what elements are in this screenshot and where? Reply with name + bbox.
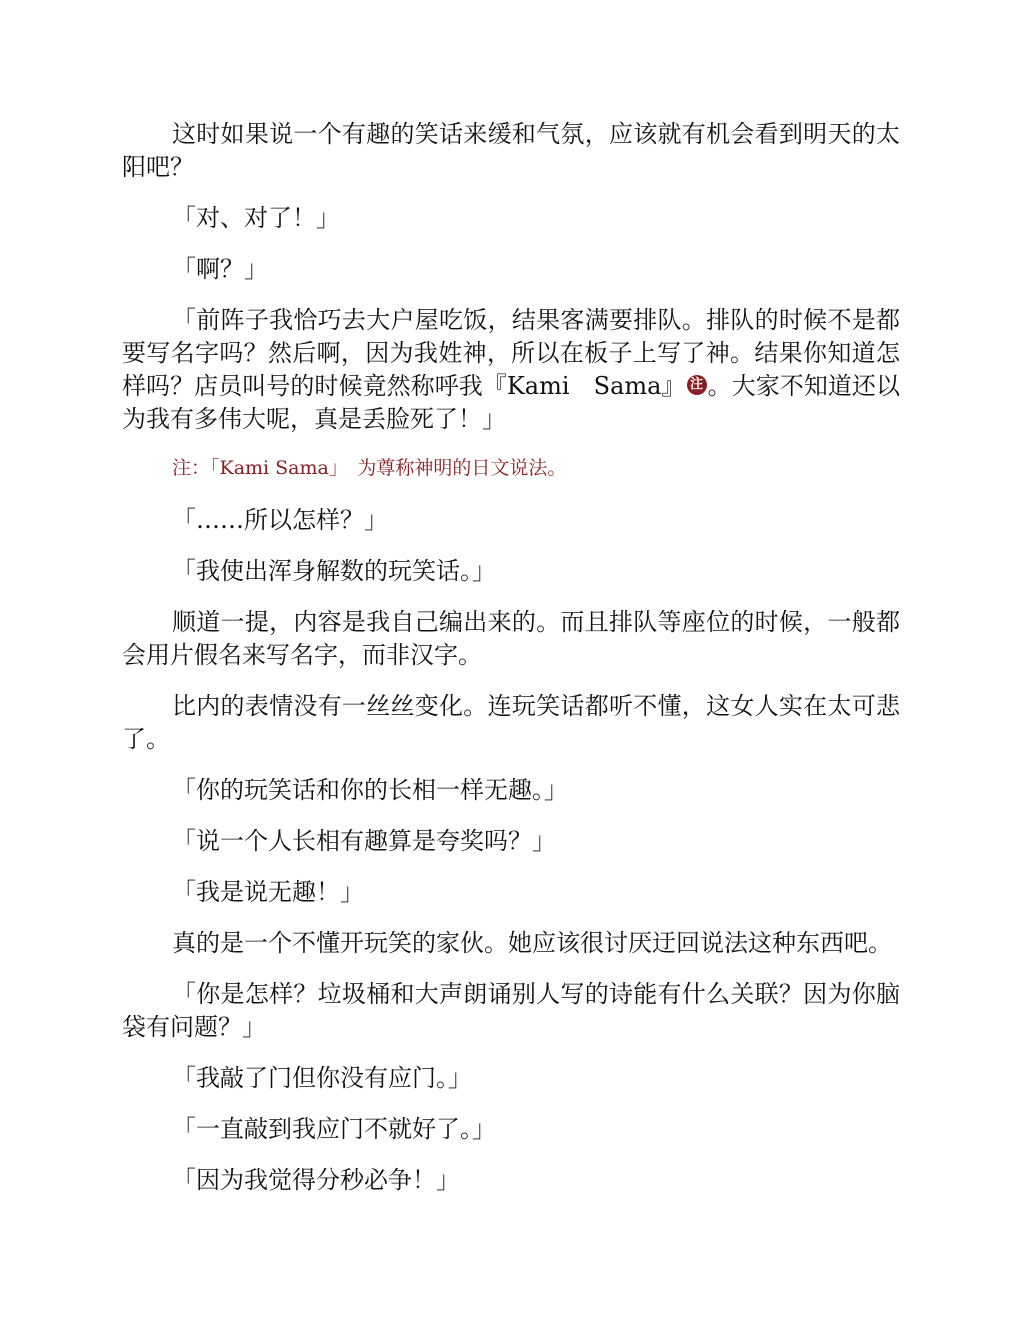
paragraph: 「啊？」 (172, 255, 268, 283)
paragraph: 这时如果说一个有趣的笑话来缓和气氛，应该就有机会看到明天的太阳吧？ (122, 120, 900, 181)
paragraph: 顺道一提，内容是我自己编出来的。而且排队等座位的时候，一般都会用片假名来写名字，而非汉字。 (122, 608, 900, 669)
paragraph: 「我是说无趣！」 (172, 878, 364, 906)
footnote-marker-icon[interactable]: 注 (687, 375, 707, 395)
paragraph: 「因为我觉得分秒必争！」 (172, 1166, 460, 1194)
page-body (122, 118, 900, 1215)
paragraph: 真的是一个不懂开玩笑的家伙。她应该很讨厌迂回说法这种东西吧。 (172, 929, 892, 957)
paragraph-text-before-note: 「前阵子我恰巧去大户屋吃饭，结果客满要排队。排队的时候不是都要写名字吗？然后啊，因为我姓神，所以在板子上写了神。结果你知道怎样吗？店员叫号的时候竟然称呼我『Kami Sama』 (122, 306, 900, 400)
paragraph: 「我使出浑身解数的玩笑话。」 (172, 557, 496, 585)
footnote: 注：「Kami Sama」 为尊称神明的日文说法。 (172, 457, 567, 479)
paragraph: 「我敲了门但你没有应门。」 (172, 1064, 472, 1092)
paragraph-with-note (122, 304, 900, 436)
paragraph: 「你的玩笑话和你的长相一样无趣。」 (172, 776, 568, 804)
paragraph-text-after-note: 。大家不知道还以为我有多伟大呢，真是丢脸死了！」 (122, 372, 900, 433)
paragraph: 「对、对了！」 (172, 204, 340, 232)
paragraph: 「说一个人长相有趣算是夸奖吗？」 (172, 827, 556, 855)
paragraph: 「一直敲到我应门不就好了。」 (172, 1115, 496, 1143)
paragraph: 「你是怎样？垃圾桶和大声朗诵别人写的诗能有什么关联？因为你脑袋有问题？」 (122, 980, 900, 1041)
paragraph: 比内的表情没有一丝丝变化。连玩笑话都听不懂，这女人实在太可悲了。 (122, 692, 900, 753)
paragraph: 「……所以怎样？」 (172, 506, 388, 534)
